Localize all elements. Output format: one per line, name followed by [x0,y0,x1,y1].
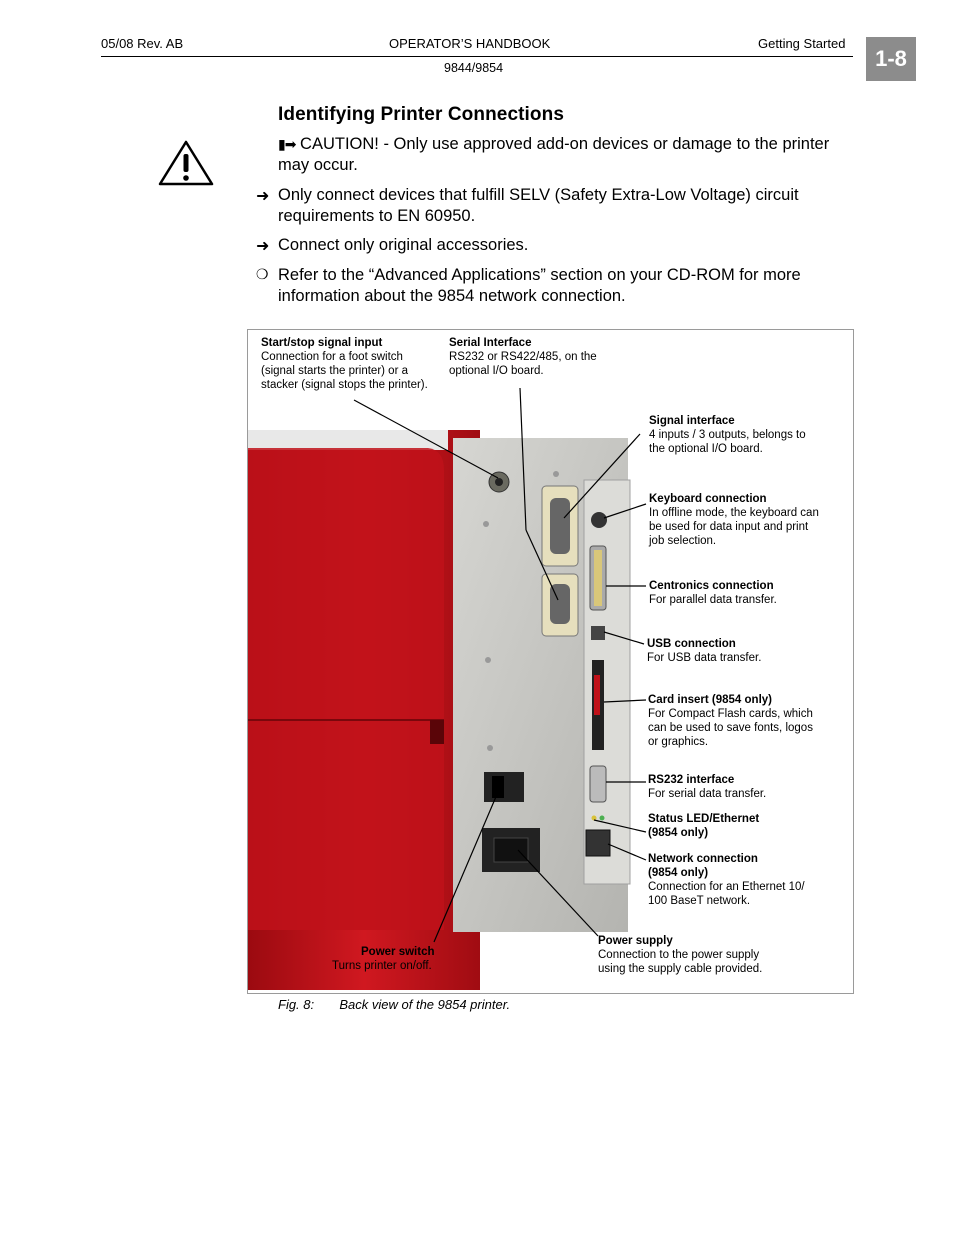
label-desc: Connection for a foot switch (signal starts the printer) or a stacker (signal stops the printer). [261,351,428,391]
figure-caption [278,997,510,1012]
label-desc: Turns printer on/off. [332,960,432,972]
label-power-switch [332,945,452,973]
label-desc: For USB data transfer. [647,652,762,664]
caption-number: Fig. 8: [278,997,315,1012]
label-status [648,812,788,840]
caution-text: CAUTION! - Only use approved add-on devices or damage to the printer may occur. [278,135,830,174]
label-network [648,852,823,908]
label-desc: For serial data transfer. [648,788,767,800]
label-desc: In offline mode, the keyboard can be used for data input and print job selection. [649,507,819,547]
caution-paragraph [278,134,858,176]
section-title: Identifying Printer Connections [278,104,565,125]
label-title: Signal interface [649,415,735,427]
header-section: Getting Started [758,36,846,51]
status-led [592,816,597,821]
usb-port [591,626,605,640]
label-centronics [649,579,824,607]
label-power-supply [598,934,788,976]
label-title: Power supply [598,935,673,947]
label-desc: For parallel data transfer. [649,594,777,606]
label-rs232 [648,773,818,801]
label-desc: Connection for an Ethernet 10/ 100 BaseT network. [648,881,805,907]
label-card [648,693,818,749]
label-title: Card insert (9854 only) [648,694,772,706]
label-desc: Connection to the power supply using the supply cable provided. [598,949,763,975]
label-title: Serial Interface [449,337,532,349]
arrow-icon: ➜ [256,238,270,255]
label-title: RS232 interface [648,774,735,786]
label-serial [449,336,619,378]
label-title: Start/stop signal input [261,337,383,349]
label-title: Status LED/Ethernet (9854 only) [648,813,760,839]
label-desc: 4 inputs / 3 outputs, belongs to the optional I/O board. [649,429,806,455]
network-port [586,830,610,856]
label-usb [647,637,822,665]
keyboard-port [591,512,607,528]
warning-icon [157,139,215,187]
circle-bullet-icon: ❍ [256,266,269,282]
caption-text: Back view of the 9854 printer. [339,997,511,1012]
header-title: OPERATOR’S HANDBOOK [389,36,551,51]
label-signal [649,414,824,456]
label-desc: RS232 or RS422/485, on the optional I/O board. [449,351,597,377]
header-rule [101,56,853,57]
list-item: Refer to the “Advanced Applications” section on your CD-ROM for more information about the 9854 network connection. [278,266,801,305]
label-title: Power switch [361,946,435,958]
page-number: 1-8 [866,37,916,81]
list-item: Only connect devices that fulfill SELV (Safety Extra-Low Voltage) circuit requirements to EN 60950. [278,186,799,225]
label-desc: For Compact Flash cards, which can be used to save fonts, logos or graphics. [648,708,813,748]
header-model: 9844/9854 [444,61,504,75]
caution-arrow-icon: ▮➡ [278,136,296,152]
header-revision: 05/08 Rev. AB [101,36,184,51]
list-item: Connect only original accessories. [278,236,529,254]
label-keyboard [649,492,824,548]
rs232-port [590,766,606,802]
label-title: USB connection [647,638,736,650]
label-title: Keyboard connection [649,493,767,505]
label-title: Centronics connection [649,580,774,592]
label-start-stop [261,336,431,392]
arrow-icon: ➜ [256,188,270,205]
label-title: Network connection (9854 only) [648,853,758,879]
